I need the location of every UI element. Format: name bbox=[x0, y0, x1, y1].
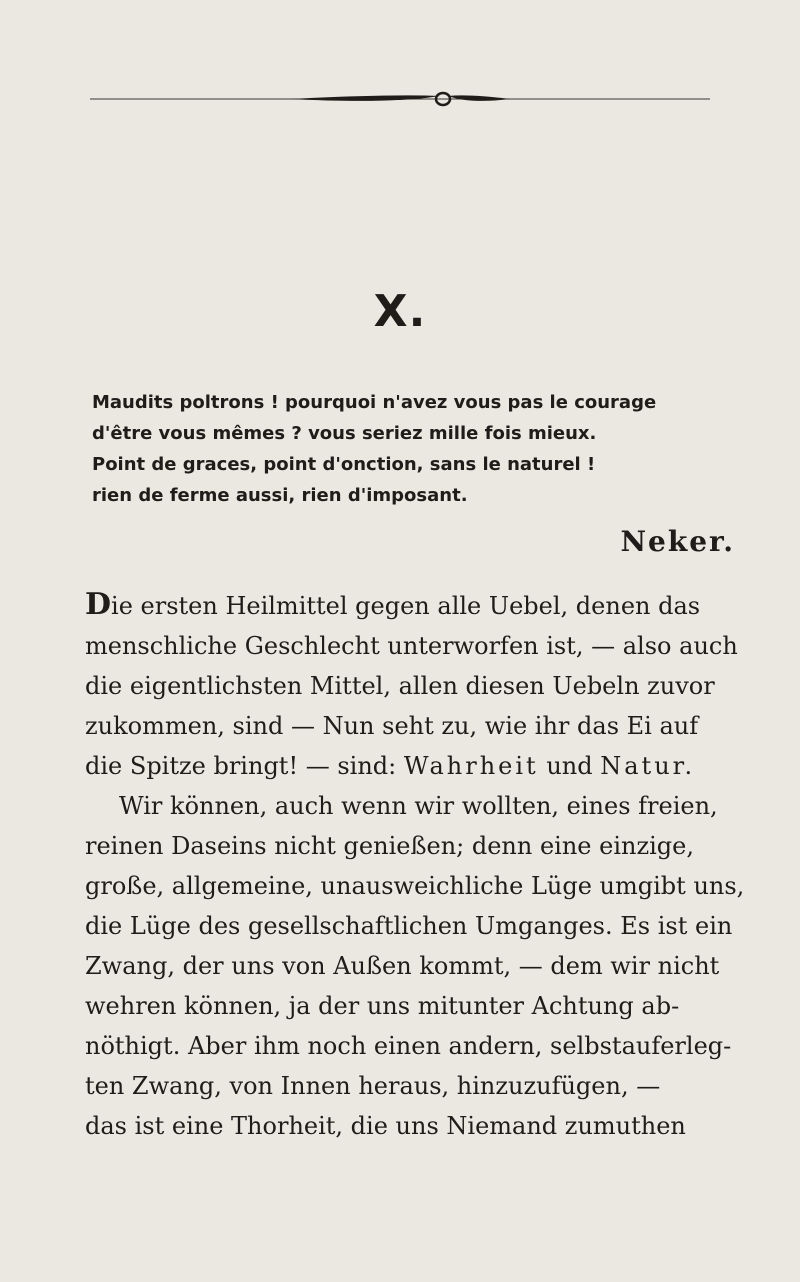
epigraph bbox=[92, 387, 732, 511]
body-line: die eigentlichsten Mittel, allen diesen Uebeln zuvor bbox=[85, 672, 715, 700]
body-line bbox=[85, 585, 745, 626]
body-line-text: und bbox=[538, 752, 601, 780]
body-line: Wir können, auch wenn wir wollten, eines freien, bbox=[119, 792, 718, 820]
body-line: menschliche Geschlecht unterworfen ist, — also auch bbox=[85, 632, 738, 660]
body-paragraphs bbox=[85, 585, 745, 1146]
body-line: die Lüge des gesellschaftlichen Umganges. Es ist ein bbox=[85, 912, 733, 940]
epigraph-line: rien de ferme aussi, rien d'imposant. bbox=[92, 485, 468, 506]
body-line: das ist eine Thorheit, die uns Niemand zumuthen bbox=[85, 1112, 686, 1140]
body-line-text: die Spitze bringt! — sind: bbox=[85, 752, 404, 780]
drop-cap: D bbox=[85, 587, 112, 622]
epigraph-attribution: Neker. bbox=[620, 525, 735, 558]
emphasis-word: Wahrheit bbox=[403, 752, 539, 780]
body-line-text: ie ersten Heilmittel gegen alle Uebel, denen das bbox=[111, 592, 701, 620]
body-line: große, allgemeine, unausweichliche Lüge umgibt uns, bbox=[85, 872, 745, 900]
ornamental-rule bbox=[90, 84, 710, 114]
body-line: zukommen, sind — Nun seht zu, wie ihr das Ei auf bbox=[85, 712, 699, 740]
epigraph-line: Point de graces, point d'onction, sans le naturel ! bbox=[92, 454, 596, 475]
body-line: Zwang, der uns von Außen kommt, — dem wir nicht bbox=[85, 952, 720, 980]
body-line bbox=[85, 746, 745, 786]
epigraph-line: d'être vous mêmes ? vous seriez mille fois mieux. bbox=[92, 423, 597, 444]
body-line: ten Zwang, von Innen heraus, hinzuzufügen, — bbox=[85, 1072, 661, 1100]
emphasis-word: Natur. bbox=[600, 752, 696, 780]
body-line: wehren können, ja der uns mitunter Achtung ab- bbox=[85, 992, 680, 1020]
body-line: nöthigt. Aber ihm noch einen andern, selbstauferleg- bbox=[85, 1032, 732, 1060]
chapter-number: X. bbox=[373, 286, 427, 337]
epigraph-line: Maudits poltrons ! pourquoi n'avez vous pas le courage bbox=[92, 392, 657, 413]
body-line: reinen Daseins nicht genießen; denn eine einzige, bbox=[85, 832, 694, 860]
